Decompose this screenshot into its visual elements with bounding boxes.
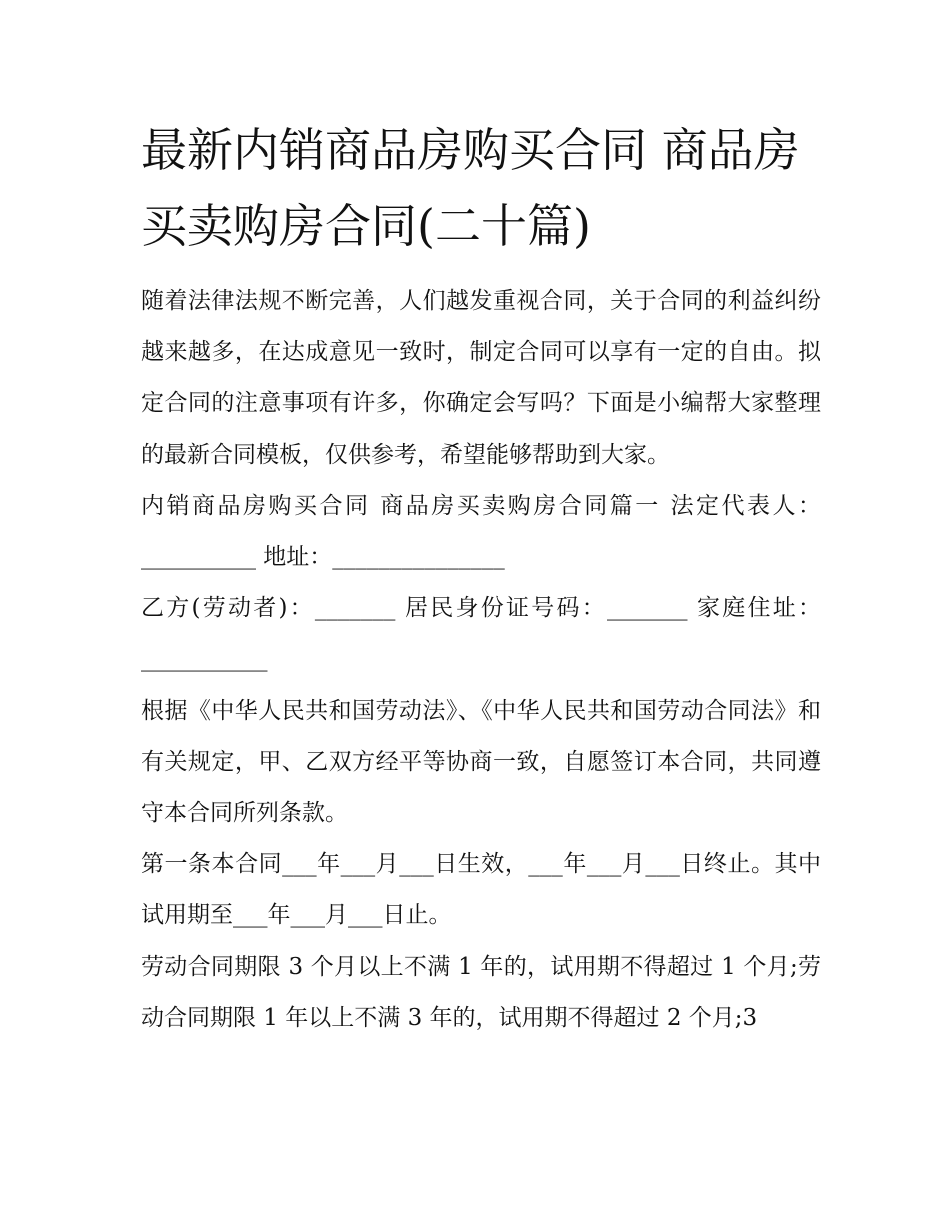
legal-basis-paragraph: 根据《中华人民共和国劳动法》、《中华人民共和国劳动合同法》和有关规定，甲、乙双方经平等协商一致，自愿签订本合同，共同遵守本合同所列条款。 [141,697,821,827]
document-title: 最新内销商品房购买合同 商品房买卖购房合同(二十篇) [141,123,800,253]
article-one-paragraph: 第一条本合同___年___月___日生效，___年___月___日终止。其中试用期至___年___月___日止。 [141,851,821,929]
intro-paragraph: 随着法律法规不断完善，人们越发重视合同，关于合同的利益纠纷越来越多，在达成意见一致时，制定合同可以享有一定的自由。拟定合同的注意事项有许多，你确定会写吗？下面是小编帮大家整理的最新合同模板，仅供参考，希望能够帮助到大家。 [141,288,821,468]
document-body [141,276,821,1044]
contract-header-paragraph: 内销商品房购买合同 商品房买卖购房合同篇一 法定代表人：__________ 地址：_______________ [141,492,821,571]
party-b-paragraph: 乙方(劳动者)：_______ 居民身份证号码：_______ 家庭住址：___________ [141,595,821,673]
probation-terms-paragraph: 劳动合同期限 3 个月以上不满 1 年的，试用期不得超过 1 个月;劳动合同期限 1 年以上不满 3 年的，试用期不得超过 2 个月;3 [141,953,821,1031]
